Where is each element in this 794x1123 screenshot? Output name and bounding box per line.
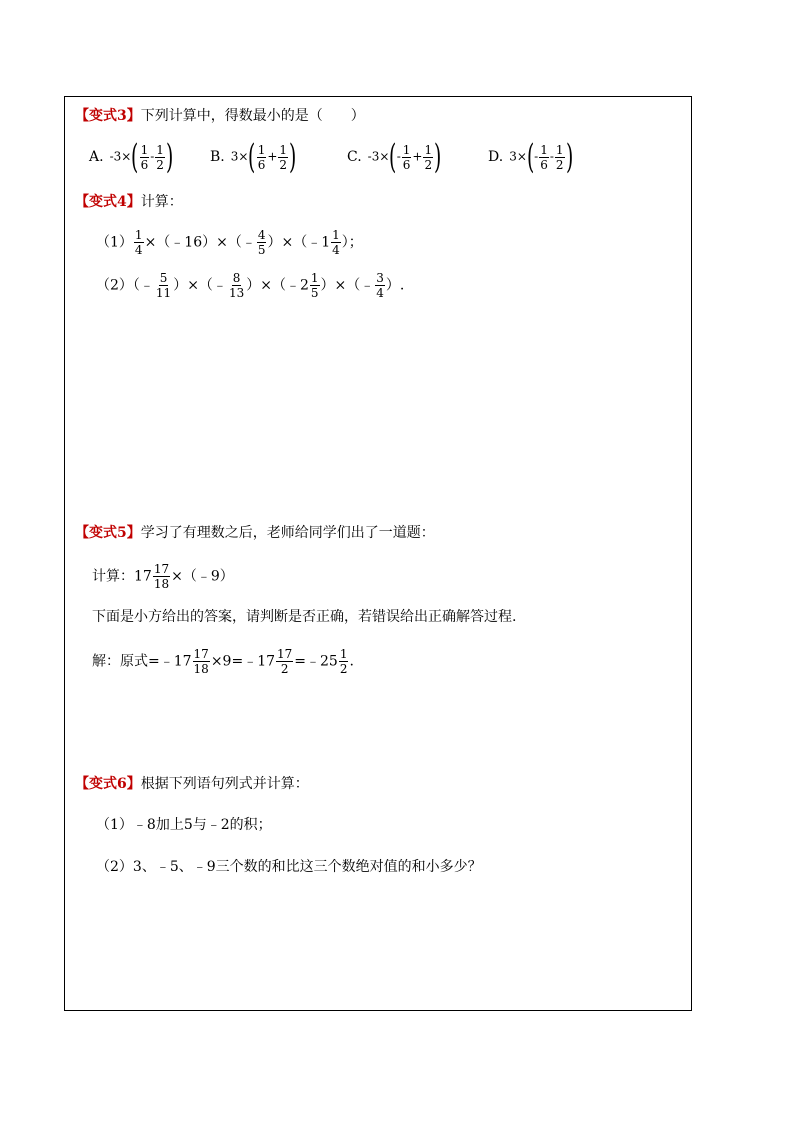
v4-problem-1: （1） $\frac{1}{4}$ ×（﹣16）×（﹣ $\frac{4}{5}$ ）×（﹣1 $\frac{1}{4}$ ）； [96,228,363,257]
v6-heading [75,774,309,794]
v3-option-c: C. -3×(- $\frac{1}{6}$ + $\frac{1}{2}$ ) [347,137,442,177]
v5-calc: 计算：17 $\frac{17}{18}$ ×（﹣9） [92,562,234,591]
v6-problem-1: （1）﹣8加上5与﹣2的积； [96,817,272,833]
v3-option-d: D. 3×(- $\frac{1}{6}$ - $\frac{1}{2}$ ) [488,137,573,177]
v5-note: 下面是小方给出的答案，请判断是否正确，若错误给出正确解答过程. [92,609,517,625]
v6-tag: 【变式6】 [75,776,141,792]
v3-question: 下列计算中，得数最小的是（ ） [140,108,365,124]
v4-question: 计算： [140,194,183,210]
v3-tag: 【变式3】 [75,108,141,124]
v5-tag: 【变式5】 [75,525,141,541]
v5-question: 学习了有理数之后，老师给同学们出了一道题： [140,525,435,541]
v5-solution: 解：原式=﹣17 $\frac{17}{18}$ ×9=﹣17 $\frac{17}{2}$ =﹣25 $\frac{1}{2}$ . [92,647,354,676]
v4-heading [75,192,183,212]
v6-question: 根据下列语句列式并计算： [140,776,309,792]
v4-problem-2: （2）（﹣ $\frac{5}{11}$ ）×（﹣ $\frac{8}{13}$ ）×（﹣2 $\frac{1}{5}$ ）×（﹣ $\frac{3}{4}$ ）. [96,271,405,300]
v5-heading [75,523,435,543]
v6-problem-2: （2）3、﹣5、﹣9三个数的和比这三个数绝对值的和小多少？ [96,859,482,875]
v3-option-b: B. 3×( $\frac{1}{6}$ + $\frac{1}{2}$ ) [210,137,297,177]
v4-tag: 【变式4】 [75,194,141,210]
v3-heading [75,106,365,126]
v3-option-a: A. -3×( $\frac{1}{6}$ - $\frac{1}{2}$ ) [89,137,174,177]
